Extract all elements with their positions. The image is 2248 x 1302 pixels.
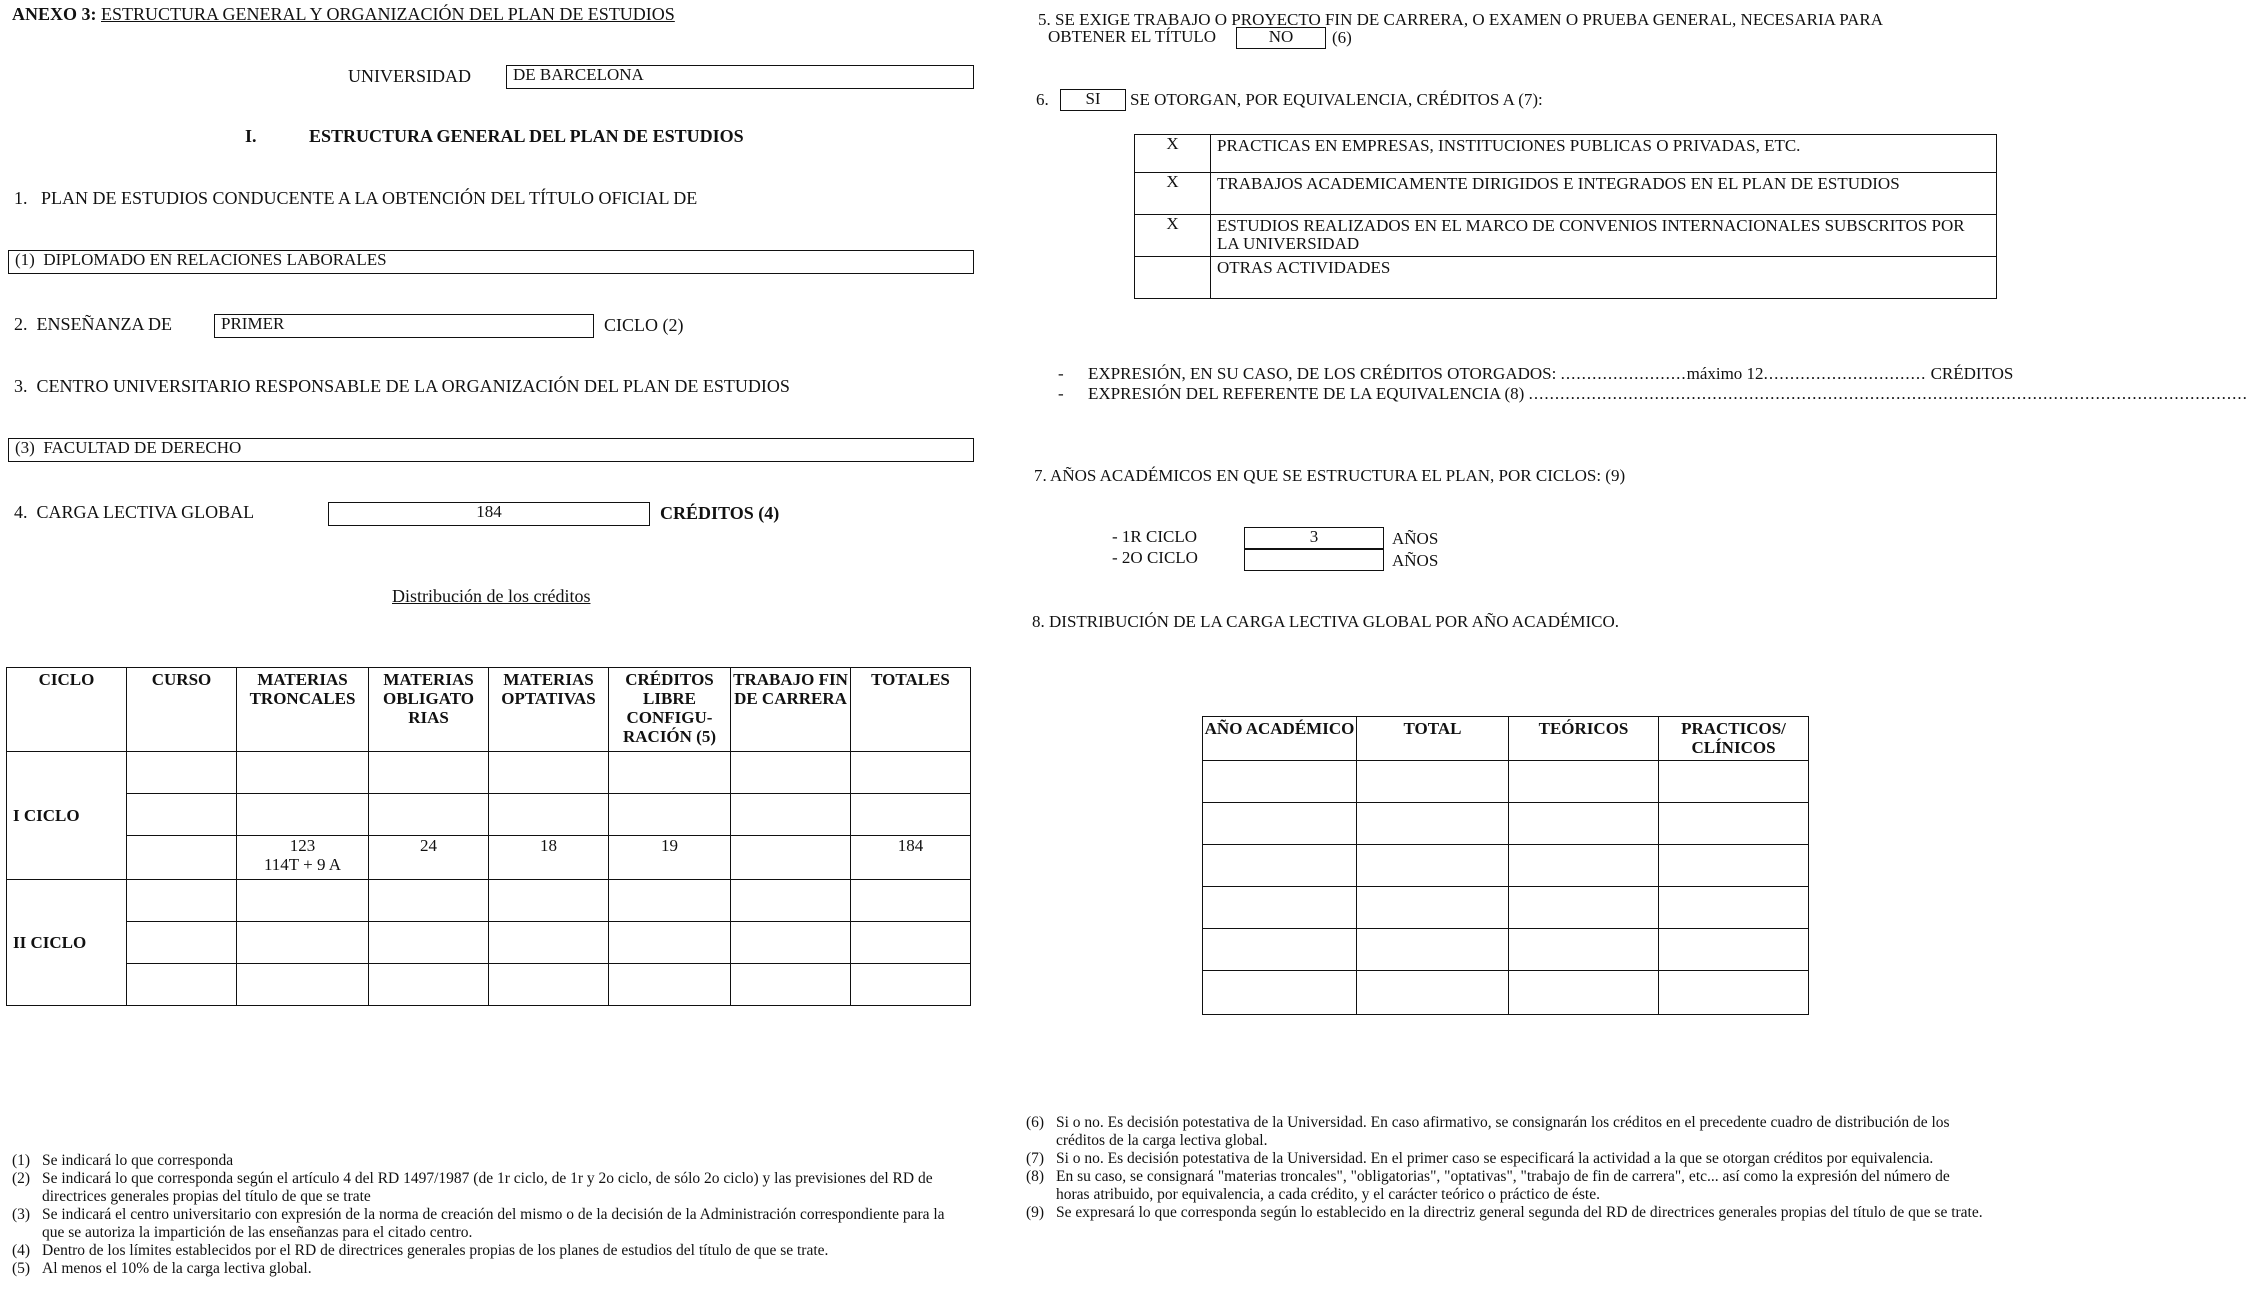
item6-number: 6. bbox=[1036, 90, 1049, 109]
option-mark bbox=[1135, 257, 1211, 299]
ciclo2-years-unit: AÑOS bbox=[1392, 551, 1439, 570]
item5-suffix: (6) bbox=[1332, 28, 1352, 47]
section-i-number: I. bbox=[245, 126, 257, 146]
header-obligatorias: MATERIAS OBLIGATO RIAS bbox=[369, 668, 489, 752]
header-practicos: PRACTICOS/ CLÍNICOS bbox=[1659, 717, 1809, 761]
libre-value: 19 bbox=[609, 836, 731, 880]
table-row bbox=[1203, 761, 1809, 803]
footnote: (6) Si o no. Es decisión potestativa de la Universidad. En caso afirmativo, se consignarán los créditos en el precedente cuadro de distribución de los créditos de la carga lectiva global. bbox=[1026, 1114, 1950, 1149]
distribucion-table bbox=[6, 667, 971, 1006]
table-row bbox=[1203, 929, 1809, 971]
table-cell bbox=[731, 922, 851, 964]
header-optativas: MATERIAS OPTATIVAS bbox=[489, 668, 609, 752]
table-cell bbox=[1203, 845, 1357, 887]
expresion-creditos-suffix: CRÉDITOS bbox=[1930, 364, 2014, 383]
table-cell bbox=[489, 752, 609, 794]
item4-label: 4. CARGA LECTIVA GLOBAL bbox=[14, 502, 255, 522]
table-cell bbox=[1659, 761, 1809, 803]
table-row bbox=[7, 880, 971, 922]
footnotes-right bbox=[1026, 1114, 1986, 1222]
table-cell bbox=[1357, 803, 1509, 845]
item7-label: 7. AÑOS ACADÉMICOS EN QUE SE ESTRUCTURA EL PLAN, POR CICLOS: (9) bbox=[1034, 466, 1626, 485]
table-row bbox=[1135, 173, 1997, 215]
ciclo1-years-field: 3 bbox=[1244, 527, 1384, 549]
ciclo1-label: I CICLO bbox=[7, 752, 127, 880]
table-cell bbox=[1203, 887, 1357, 929]
troncales-value bbox=[237, 836, 369, 880]
table-cell bbox=[851, 752, 971, 794]
obligatorias-value: 24 bbox=[369, 836, 489, 880]
item8-label: 8. DISTRIBUCIÓN DE LA CARGA LECTIVA GLOBAL POR AÑO ACADÉMICO. bbox=[1032, 612, 1620, 631]
header-teoricos: TEÓRICOS bbox=[1509, 717, 1659, 761]
table-row bbox=[1135, 135, 1997, 173]
table-cell bbox=[1203, 761, 1357, 803]
table-row bbox=[1203, 845, 1809, 887]
option-mark: X bbox=[1135, 135, 1211, 173]
table-cell bbox=[1357, 761, 1509, 803]
equivalencia-table bbox=[1134, 134, 1997, 299]
table-row bbox=[7, 794, 971, 836]
expresion-referente: - EXPRESIÓN DEL REFERENTE DE LA EQUIVALENCIA (8) ......................................................................................................................................... bbox=[1058, 384, 2248, 403]
table-cell bbox=[1509, 845, 1659, 887]
table-row bbox=[1203, 887, 1809, 929]
distribucion-title: Distribución de los créditos bbox=[392, 586, 591, 606]
footnote: (7) Si o no. Es decisión potestativa de la Universidad. En el primer caso se especificará la actividad a la que se otorgan créditos por equivalencia. bbox=[1026, 1150, 1934, 1167]
table-row bbox=[1203, 803, 1809, 845]
table-cell bbox=[489, 880, 609, 922]
footnotes-left bbox=[12, 1152, 970, 1278]
table-cell bbox=[369, 922, 489, 964]
table-cell bbox=[489, 964, 609, 1006]
table-cell bbox=[851, 964, 971, 1006]
header-total: TOTAL bbox=[1357, 717, 1509, 761]
universidad-label: UNIVERSIDAD bbox=[348, 66, 471, 86]
table-cell bbox=[1203, 803, 1357, 845]
table-cell bbox=[237, 922, 369, 964]
footnote: (3) Se indicará el centro universitario con expresión de la norma de creación del mismo o de la decisión de la Administración correspondiente para la que se autoriza la impartición de las enseñanzas para el citado centro. bbox=[12, 1206, 945, 1241]
table-cell bbox=[237, 794, 369, 836]
table-cell bbox=[1509, 971, 1659, 1015]
header-ciclo: CICLO bbox=[7, 668, 127, 752]
ensenanza-field: PRIMER bbox=[214, 314, 594, 338]
table-cell bbox=[1509, 929, 1659, 971]
footnote: (9) Se expresará lo que corresponda según lo establecido en la directriz general segunda del RD de directrices generales propias del título de que se trate. bbox=[1026, 1204, 1983, 1221]
table-cell bbox=[731, 794, 851, 836]
table-cell bbox=[489, 922, 609, 964]
header-ano-academico: AÑO ACADÉMICO bbox=[1203, 717, 1357, 761]
expresion-referente-label: EXPRESIÓN DEL REFERENTE DE LA EQUIVALENCIA (8) bbox=[1088, 384, 1525, 403]
table-row bbox=[1203, 971, 1809, 1015]
table-row bbox=[7, 836, 971, 880]
expresion-creditos: - EXPRESIÓN, EN SU CASO, DE LOS CRÉDITOS OTORGADOS: ........................máximo 12............................... CRÉDITOS bbox=[1058, 364, 2014, 383]
expresion-creditos-label: EXPRESIÓN, EN SU CASO, DE LOS CRÉDITOS OTORGADOS: bbox=[1088, 364, 1557, 383]
table-row bbox=[7, 964, 971, 1006]
item6-label: SE OTORGAN, POR EQUIVALENCIA, CRÉDITOS A (7): bbox=[1130, 90, 1543, 109]
section-i-title: ESTRUCTURA GENERAL DEL PLAN DE ESTUDIOS bbox=[309, 126, 744, 146]
ciclo2-years-label: - 2O CICLO bbox=[1112, 548, 1198, 567]
table-cell bbox=[1357, 971, 1509, 1015]
table-cell bbox=[1509, 761, 1659, 803]
item2-label: 2. ENSEÑANZA DE bbox=[14, 314, 172, 334]
table-cell bbox=[1509, 887, 1659, 929]
table-cell bbox=[1203, 929, 1357, 971]
item2-suffix: CICLO (2) bbox=[604, 315, 684, 335]
table-cell bbox=[369, 964, 489, 1006]
troncales-total: 123 bbox=[289, 836, 316, 855]
carga-field: 184 bbox=[328, 502, 650, 526]
totales-value: 184 bbox=[851, 836, 971, 880]
item5-label: OBTENER EL TÍTULO bbox=[1048, 27, 1217, 46]
footnote: (5) Al menos el 10% de la carga lectiva global. bbox=[12, 1260, 312, 1277]
table-cell bbox=[237, 964, 369, 1006]
header-troncales: MATERIAS TRONCALES bbox=[237, 668, 369, 752]
table-cell bbox=[369, 794, 489, 836]
table-cell bbox=[609, 752, 731, 794]
footnote: (4) Dentro de los límites establecidos por el RD de directrices generales propias de los planes de estudios del título de que se trate. bbox=[12, 1242, 829, 1259]
item3-label: 3. CENTRO UNIVERSITARIO RESPONSABLE DE LA ORGANIZACIÓN DEL PLAN DE ESTUDIOS bbox=[14, 376, 790, 396]
header-totales: TOTALES bbox=[851, 668, 971, 752]
anexo-title: ESTRUCTURA GENERAL Y ORGANIZACIÓN DEL PLAN DE ESTUDIOS bbox=[101, 4, 675, 24]
header-curso: CURSO bbox=[127, 668, 237, 752]
table-cell bbox=[731, 752, 851, 794]
footnote: (1) Se indicará lo que corresponda bbox=[12, 1152, 234, 1169]
table-cell bbox=[369, 752, 489, 794]
anexo-heading bbox=[12, 4, 675, 24]
option-mark: X bbox=[1135, 215, 1211, 257]
table-row bbox=[1135, 215, 1997, 257]
table-cell bbox=[1659, 845, 1809, 887]
table-cell bbox=[609, 880, 731, 922]
table-cell bbox=[1659, 887, 1809, 929]
table-cell bbox=[609, 794, 731, 836]
table-cell bbox=[851, 880, 971, 922]
table-cell bbox=[237, 880, 369, 922]
table-cell bbox=[1357, 929, 1509, 971]
table-cell bbox=[237, 752, 369, 794]
table-cell bbox=[731, 964, 851, 1006]
footnote: (2) Se indicará lo que corresponda según el artículo 4 del RD 1497/1987 (de 1r ciclo, de 1r y 2o ciclo, de sólo 2o ciclo) y las previsiones del RD de directrices generales propias del título de que se trate bbox=[12, 1170, 933, 1205]
option-text: PRACTICAS EN EMPRESAS, INSTITUCIONES PUBLICAS O PRIVADAS, ETC. bbox=[1211, 135, 1997, 173]
table-cell bbox=[731, 880, 851, 922]
anexo-label: ANEXO 3: bbox=[12, 4, 97, 24]
option-text: TRABAJOS ACADEMICAMENTE DIRIGIDOS E INTEGRADOS EN EL PLAN DE ESTUDIOS bbox=[1211, 173, 1997, 215]
table-cell bbox=[609, 964, 731, 1006]
option-text: OTRAS ACTIVIDADES bbox=[1211, 257, 1997, 299]
universidad-field: DE BARCELONA bbox=[506, 65, 974, 89]
table-cell bbox=[127, 922, 237, 964]
table-cell bbox=[127, 964, 237, 1006]
item5-line2 bbox=[1048, 27, 1216, 46]
titulo-field: (1) DIPLOMADO EN RELACIONES LABORALES bbox=[8, 250, 974, 274]
table-row bbox=[1135, 257, 1997, 299]
optativas-value: 18 bbox=[489, 836, 609, 880]
table-row bbox=[7, 922, 971, 964]
ciclo1-years-unit: AÑOS bbox=[1392, 529, 1439, 548]
ciclo2-years-field bbox=[1244, 549, 1384, 571]
option-text: ESTUDIOS REALIZADOS EN EL MARCO DE CONVENIOS INTERNACIONALES SUBSCRITOS POR LA UNIVERSIDAD bbox=[1211, 215, 1997, 257]
trabajo-value bbox=[731, 836, 851, 880]
table-cell bbox=[1357, 845, 1509, 887]
centro-field: (3) FACULTAD DE DERECHO bbox=[8, 438, 974, 462]
table-cell bbox=[851, 922, 971, 964]
table-cell bbox=[127, 880, 237, 922]
header-libre-configuracion: CRÉDITOS LIBRE CONFIGU- RACIÓN (5) bbox=[609, 668, 731, 752]
table-cell bbox=[369, 880, 489, 922]
item1-label: 1. PLAN DE ESTUDIOS CONDUCENTE A LA OBTENCIÓN DEL TÍTULO OFICIAL DE bbox=[14, 188, 698, 208]
table-cell bbox=[1509, 803, 1659, 845]
table-cell bbox=[127, 794, 237, 836]
table-cell bbox=[1357, 887, 1509, 929]
equivalencia-field: SI bbox=[1060, 89, 1126, 111]
table-cell bbox=[1659, 929, 1809, 971]
option-mark: X bbox=[1135, 173, 1211, 215]
footnote: (8) En su caso, se consignará "materias troncales", "obligatorias", "optativas", "trabajo de fin de carrera", etc... así como la expresión del número de horas atribuido, por equivalencia, a cada crédito, y el carácter teórico o práctico de éste. bbox=[1026, 1168, 1950, 1203]
table-cell bbox=[1203, 971, 1357, 1015]
table-cell bbox=[127, 752, 237, 794]
troncales-breakdown: 114T + 9 A bbox=[263, 855, 342, 874]
ciclo2-label: II CICLO bbox=[7, 880, 127, 1006]
expresion-creditos-value: máximo 12 bbox=[1686, 364, 1764, 383]
table-cell bbox=[609, 922, 731, 964]
carga-anual-table bbox=[1202, 716, 1809, 1015]
table-cell bbox=[1659, 803, 1809, 845]
trabajo-fin-field: NO bbox=[1236, 27, 1326, 49]
item4-suffix: CRÉDITOS (4) bbox=[660, 503, 780, 523]
table-row bbox=[7, 752, 971, 794]
table-cell bbox=[851, 794, 971, 836]
ciclo1-years-label: - 1R CICLO bbox=[1112, 527, 1197, 546]
table-cell bbox=[489, 794, 609, 836]
item5-line1: 5. SE EXIGE TRABAJO O PROYECTO FIN DE CARRERA, O EXAMEN O PRUEBA GENERAL, NECESARIA PARA bbox=[1038, 10, 1884, 29]
table-cell bbox=[127, 836, 237, 880]
header-trabajo-fin: TRABAJO FIN DE CARRERA bbox=[731, 668, 851, 752]
table-cell bbox=[1659, 971, 1809, 1015]
